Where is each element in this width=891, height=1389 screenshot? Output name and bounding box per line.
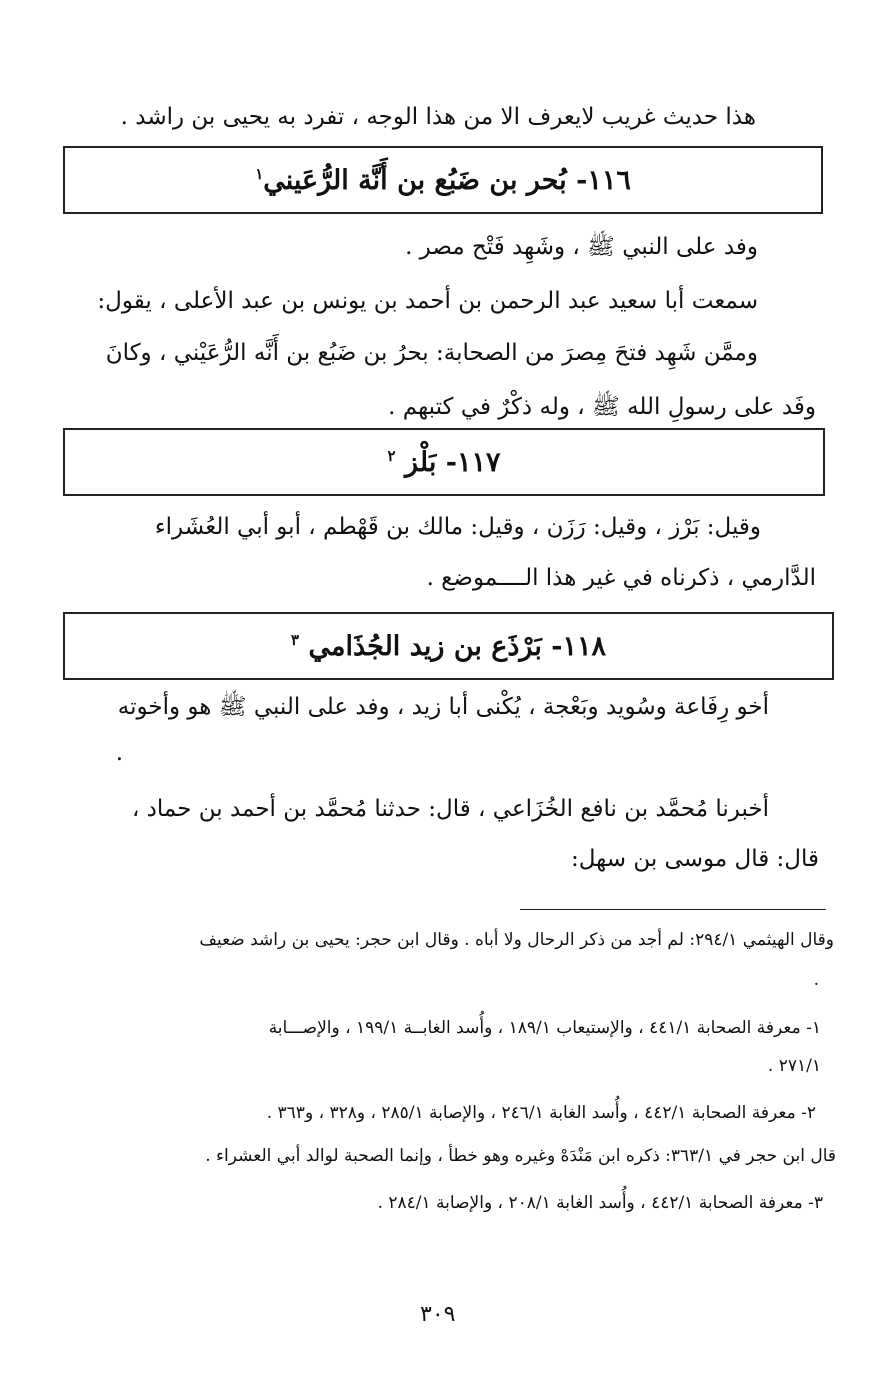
entry-118-line-1: أخو رِفَاعة وسُويد وبَعْجة ، يُكْنى أبا زيد ، وفد على النبي ﷺ هو وأخوته bbox=[117, 694, 769, 720]
page-number: ٣٠٩ bbox=[420, 1302, 456, 1327]
footnote-line-2: . bbox=[813, 970, 819, 990]
entry-118-line-3: أخبرنا مُحمَّد بن نافع الخُزَاعي ، قال: حدثنا مُحمَّد بن أحمد بن حماد ، bbox=[131, 796, 769, 822]
entry-118-line-2: . bbox=[115, 740, 123, 766]
entry-116-line-1: وفد على النبي ﷺ ، وشَهِد فَتْح مصر . bbox=[405, 234, 758, 260]
footnote-line-3: ١- معرفة الصحابة ٤٤١/١ ، والإستيعاب ١٨٩/١ ، وأُسد الغابــة ١٩٩/١ ، والإصـــابة bbox=[268, 1018, 821, 1038]
entry-117-line-2: الدَّارمي ، ذكرناه في غير هذا الــــموضع . bbox=[426, 565, 816, 591]
footnote-mark-3: ٣ bbox=[291, 630, 300, 649]
entry-heading-box-117 bbox=[63, 428, 825, 496]
entry-118-line-4: قال: قال موسى بن سهل: bbox=[570, 846, 819, 872]
footnote-mark-2: ٢ bbox=[387, 446, 396, 465]
footnote-line-5: ٢- معرفة الصحابة ٤٤٢/١ ، وأُسد الغابة ٢٤٦/١ ، والإصابة ٢٨٥/١ ، و٣٢٨ ، و٣٦٣ . bbox=[266, 1103, 816, 1123]
entry-heading-117: ١١٧- بَلْز $^٢$ bbox=[387, 446, 501, 478]
entry-heading-118: ١١٨- بَرْذَع بن زيد الجُذَامي $^٣$ bbox=[291, 630, 606, 662]
entry-heading-box-116 bbox=[63, 146, 823, 214]
entry-heading-box-118 bbox=[63, 612, 834, 680]
footnote-line-1: وقال الهيثمي ٢٩٤/١: لم أجد من ذكر الرحال ولا أباه . وقال ابن حجر: يحيى بن راشد ضعيف bbox=[199, 930, 834, 950]
entry-116-line-3: وممَّن شَهِد فتحَ مِصرَ من الصحابة: بحرُ بن ضَبُع بن أَنَّه الرُّعَيْني ، وكانَ bbox=[105, 340, 758, 366]
footnote-line-7: ٣- معرفة الصحابة ٤٤٢/١ ، وأُسد الغابة ٢٠٨/١ ، والإصابة ٢٨٤/١ . bbox=[377, 1193, 823, 1213]
entry-heading-116: ١١٦- بُحر بن ضَبُع بن أَنَّة الرُّعَيني$^١$ bbox=[255, 164, 631, 196]
entry-117-line-1: وقيل: بَرْز ، وقيل: رَزَن ، وقيل: مالك بن قَهْطم ، أبو أبي العُشَراء bbox=[154, 514, 761, 540]
footnote-line-6: قال ابن حجر في ٣٦٣/١: ذكره ابن مَنْدَهْ وغيره وهو خطأ ، وإنما الصحبة لوالد أبي العشراء . bbox=[205, 1146, 836, 1166]
entry-116-line-4: وفَد على رسولِ الله ﷺ ، وله ذكْرٌ في كتبهم . bbox=[388, 394, 816, 420]
intro-line-1: هذا حديث غريب لايعرف الا من هذا الوجه ، تفرد به يحيى بن راشد . bbox=[120, 104, 756, 130]
footnote-mark-1: ١ bbox=[255, 164, 264, 183]
footnote-line-4: ٢٧١/١ . bbox=[767, 1056, 821, 1076]
footnote-separator bbox=[520, 909, 826, 910]
entry-116-line-2: سمعت أبا سعيد عبد الرحمن بن أحمد بن يونس بن عبد الأعلى ، يقول: bbox=[97, 288, 758, 314]
